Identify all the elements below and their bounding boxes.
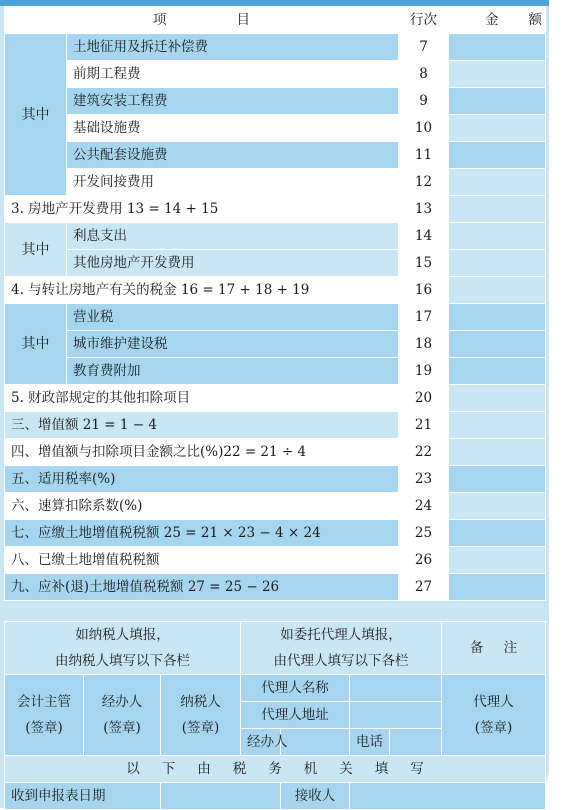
table-row	[5, 142, 546, 169]
amount-cell[interactable]	[449, 385, 546, 412]
row-label: 3. 房地产开发费用 13 = 14 + 15	[5, 196, 399, 223]
amount-cell[interactable]	[449, 115, 546, 142]
agent-seal: (签章)	[474, 720, 513, 736]
row-number: 14	[399, 223, 449, 250]
row-label: 开发间接费用	[67, 169, 399, 196]
table-row	[5, 277, 546, 304]
amount-cell[interactable]	[449, 34, 546, 61]
agent-name-label: 代理人名称	[241, 675, 350, 702]
row-number: 20	[399, 385, 449, 412]
amount-cell[interactable]	[449, 223, 546, 250]
amount-cell[interactable]	[449, 196, 546, 223]
row-number: 26	[399, 547, 449, 574]
table-row	[5, 169, 546, 196]
row-number: 23	[399, 466, 449, 493]
row-number: 8	[399, 61, 449, 88]
row-number: 7	[399, 34, 449, 61]
row-label: 八、已缴土地增值税税额	[5, 547, 399, 574]
agent-address-label: 代理人地址	[241, 702, 350, 729]
table-row	[5, 493, 546, 520]
accountant-seal: (签章)	[25, 720, 63, 736]
amount-cell[interactable]	[449, 439, 546, 466]
row-label: 基础设施费	[67, 115, 399, 142]
row-number: 21	[399, 412, 449, 439]
received-date-value[interactable]	[161, 783, 281, 810]
group-label-qizhong: 其中	[5, 304, 67, 385]
signature-table	[4, 621, 546, 810]
taxpayer-seal: (签章)	[181, 720, 220, 736]
agent-handler-value[interactable]	[281, 729, 350, 756]
row-label: 土地征用及拆迁补偿费	[67, 34, 399, 61]
row-label: 教育费附加	[67, 358, 399, 385]
signature-row	[5, 675, 546, 702]
handler-label: 经办人	[101, 694, 143, 710]
header-item: 项目	[5, 7, 399, 34]
row-number: 25	[399, 520, 449, 547]
agent-label: 代理人	[473, 694, 514, 710]
row-number: 12	[399, 169, 449, 196]
header-row	[5, 7, 546, 34]
row-number: 16	[399, 277, 449, 304]
group-label-qizhong: 其中	[5, 223, 67, 277]
row-number: 13	[399, 196, 449, 223]
group-label-qizhong: 其中	[5, 34, 67, 196]
row-label: 建筑安装工程费	[67, 88, 399, 115]
table-row	[5, 34, 546, 61]
land-vat-table	[4, 6, 572, 601]
agent-note-line1: 如委托代理人填报，	[280, 627, 402, 643]
amount-cell[interactable]	[449, 331, 546, 358]
row-number: 22	[399, 439, 449, 466]
agent-handler-label: 经办人	[241, 729, 281, 756]
row-label: 六、速算扣除系数(%)	[5, 493, 399, 520]
amount-cell[interactable]	[449, 277, 546, 304]
table-row	[5, 466, 546, 493]
tax-office-heading-row	[5, 756, 546, 783]
table-row	[5, 304, 546, 331]
agent-cell[interactable]	[442, 675, 546, 756]
taxpayer-note	[5, 622, 241, 675]
row-number: 19	[399, 358, 449, 385]
amount-cell[interactable]	[449, 250, 546, 277]
row-number: 11	[399, 142, 449, 169]
table-row	[5, 520, 546, 547]
table-row	[5, 331, 546, 358]
phone-label: 电话	[350, 729, 390, 756]
handler-cell[interactable]	[84, 675, 161, 756]
row-number: 9	[399, 88, 449, 115]
amount-cell[interactable]	[449, 142, 546, 169]
row-label: 营业税	[67, 304, 399, 331]
row-label: 其他房地产开发费用	[67, 250, 399, 277]
remark-label: 备 注	[442, 622, 546, 675]
row-number: 10	[399, 115, 449, 142]
row-label: 公共配套设施费	[67, 142, 399, 169]
tax-office-heading: 以下由税务机关填写	[5, 756, 546, 783]
table-row	[5, 439, 546, 466]
tax-return-form	[0, 6, 572, 808]
table-row	[5, 250, 546, 277]
amount-cell[interactable]	[449, 547, 546, 574]
row-label: 前期工程费	[67, 61, 399, 88]
header-line: 行次	[399, 7, 449, 34]
table-row	[5, 547, 546, 574]
agent-note	[241, 622, 442, 675]
table-row	[5, 196, 546, 223]
agent-note-line2: 由代理人填写以下各栏	[273, 653, 409, 669]
row-label: 利息支出	[67, 223, 399, 250]
agent-address-value[interactable]	[350, 702, 442, 729]
header-amount: 金额	[449, 7, 546, 34]
row-label: 4. 与转让房地产有关的税金 16 = 17 + 18 + 19	[5, 277, 399, 304]
row-number: 24	[399, 493, 449, 520]
received-date-label: 收到申报表日期	[5, 783, 161, 810]
table-row	[5, 223, 546, 250]
row-label: 城市维护建设税	[67, 331, 399, 358]
taxpayer-note-line2: 由纳税人填写以下各栏	[55, 653, 190, 669]
amount-cell[interactable]	[449, 61, 546, 88]
table-row	[5, 412, 546, 439]
amount-cell[interactable]	[449, 169, 546, 196]
row-number: 18	[399, 331, 449, 358]
amount-cell[interactable]	[449, 358, 546, 385]
row-label: 七、应缴土地增值税税额 25 = 21 × 23 − 4 × 24	[5, 520, 399, 547]
taxpayer-cell[interactable]	[161, 675, 241, 756]
amount-cell[interactable]	[449, 412, 546, 439]
row-number: 27	[399, 574, 449, 601]
handler-seal: (签章)	[103, 720, 141, 736]
row-label: 三、增值额 21 = 1 − 4	[5, 412, 399, 439]
amount-cell[interactable]	[449, 493, 546, 520]
amount-cell[interactable]	[449, 520, 546, 547]
table-row	[5, 385, 546, 412]
table-row	[5, 61, 546, 88]
accountant-cell[interactable]	[5, 675, 84, 756]
receiver-label: 接收人	[281, 783, 350, 810]
table-row	[5, 88, 546, 115]
table-row	[5, 115, 546, 142]
row-number: 17	[399, 304, 449, 331]
receipt-row	[5, 783, 546, 810]
receiver-value[interactable]	[350, 783, 546, 810]
amount-cell[interactable]	[449, 304, 546, 331]
table-row	[5, 358, 546, 385]
amount-cell[interactable]	[449, 88, 546, 115]
table-row	[5, 574, 546, 601]
row-label: 5. 财政部规定的其他扣除项目	[5, 385, 399, 412]
taxpayer-label: 纳税人	[180, 694, 221, 710]
accountant-label: 会计主管	[17, 694, 71, 710]
amount-cell[interactable]	[449, 574, 546, 601]
phone-value[interactable]	[390, 729, 442, 756]
agent-name-value[interactable]	[350, 675, 442, 702]
row-label: 四、增值额与扣除项目金额之比(%)22 = 21 ÷ 4	[5, 439, 399, 466]
row-label: 五、适用税率(%)	[5, 466, 399, 493]
taxpayer-note-line1: 如纳税人填报，	[75, 627, 170, 643]
row-number: 15	[399, 250, 449, 277]
row-label: 九、应补(退)土地增值税税额 27 = 25 − 26	[5, 574, 399, 601]
amount-cell[interactable]	[449, 466, 546, 493]
